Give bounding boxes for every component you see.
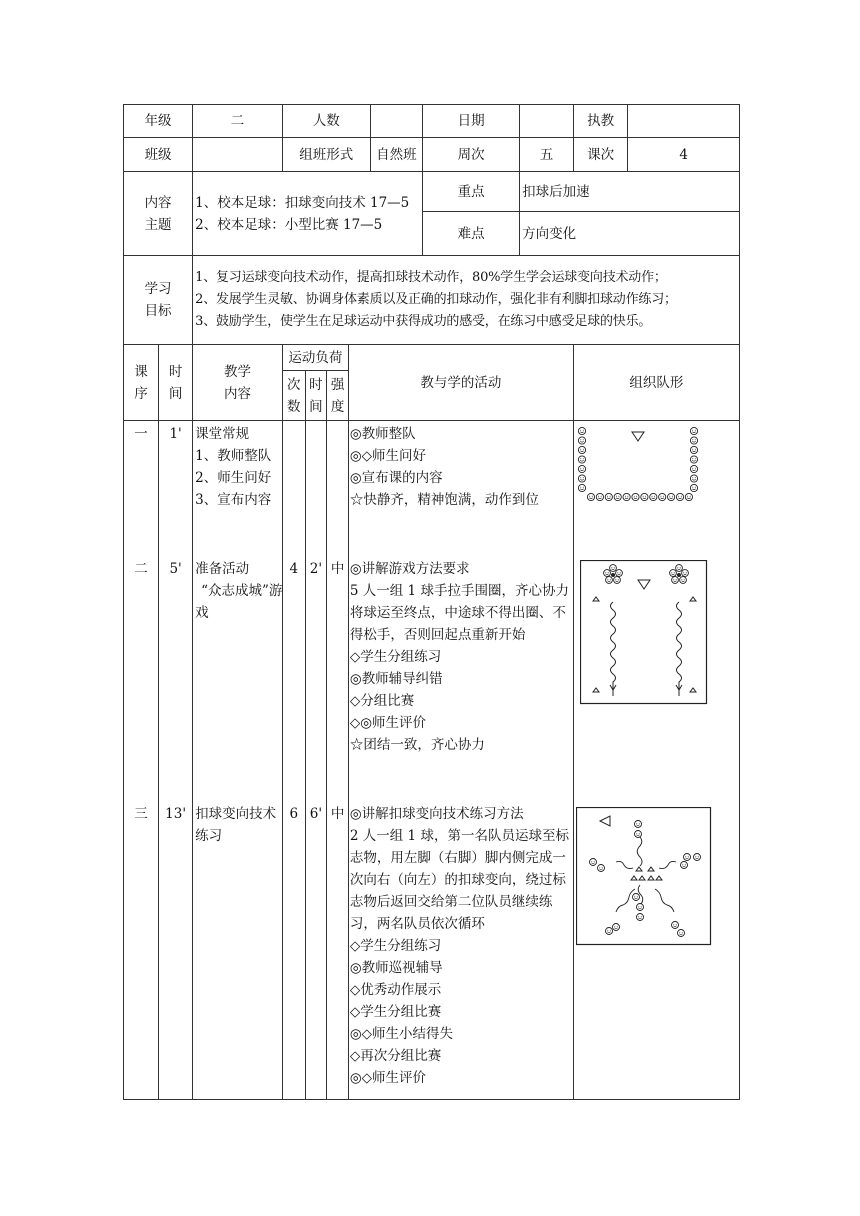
student-icon (605, 577, 612, 584)
student-icon (690, 465, 697, 472)
col-duration: 时 间 (305, 371, 327, 421)
student-icon (609, 565, 616, 572)
student-icon (685, 493, 692, 500)
student-icon (634, 831, 641, 838)
student-icon (671, 922, 678, 929)
row-duration: 6' (309, 806, 323, 822)
student-icon (623, 493, 630, 500)
student-icon (615, 570, 622, 577)
student-icon (636, 904, 643, 911)
formation-diagram-relay (580, 560, 708, 705)
teacher-triangle-icon (638, 580, 650, 589)
student-icon (597, 865, 604, 872)
class-value (193, 138, 283, 172)
week-value: 五 (520, 138, 574, 172)
week-label: 周次 (423, 138, 520, 172)
row-order: 一 (134, 426, 148, 442)
student-icon (649, 493, 656, 500)
goal-item: 2、发展学生灵敏、协调身体素质以及正确的扣球动作，强化非有利脚扣球动作练习； (195, 292, 677, 307)
grade-value: 二 (193, 105, 283, 138)
key-value: 扣球后加速 (520, 172, 740, 212)
student-icon (677, 930, 684, 937)
col-formation: 组织队形 (573, 345, 739, 421)
row-duration: 2' (309, 561, 323, 577)
teacher-value (628, 105, 740, 138)
student-icon (603, 570, 610, 577)
col-load: 运动负荷 (282, 345, 348, 371)
topic-items (193, 172, 423, 256)
row-intensity: 中 (330, 806, 345, 822)
student-icon (690, 475, 697, 482)
student-icon (680, 862, 687, 869)
teacher-triangle-icon (600, 816, 610, 826)
row-intensity: 中 (330, 561, 345, 577)
student-icon (596, 493, 603, 500)
lesson-plan-table (123, 104, 740, 1100)
dribble-path-lines (616, 837, 676, 912)
row-time: 13' (165, 806, 187, 822)
student-icon (578, 456, 585, 463)
header-row-2 (124, 138, 740, 172)
formation-cell (573, 421, 739, 1100)
col-order: 课 序 (124, 345, 159, 421)
goals-label: 学习 目标 (124, 256, 193, 345)
dribble-path-lines (610, 602, 682, 696)
student-icon (578, 446, 585, 453)
student-icon (641, 493, 648, 500)
student-icon (605, 928, 612, 935)
cone-icons (631, 867, 662, 880)
student-icon (690, 437, 697, 444)
row-time: 1' (169, 426, 182, 442)
count-label: 人数 (282, 105, 370, 138)
student-icon (690, 427, 697, 434)
student-icon (683, 854, 690, 861)
activity-cell (348, 421, 573, 1100)
student-icon (578, 427, 585, 434)
student-icon (669, 570, 676, 577)
student-icon (636, 914, 643, 921)
col-time: 时 间 (159, 345, 193, 421)
duration-cell (305, 421, 327, 1100)
student-icon (679, 577, 686, 584)
date-value (520, 105, 574, 138)
student-icon (676, 493, 683, 500)
difficulty-label: 难点 (423, 212, 520, 256)
row-order: 二 (134, 561, 148, 577)
lesson-label: 课次 (573, 138, 628, 172)
student-icon (632, 894, 639, 901)
order-cell (124, 421, 159, 1100)
row-order: 三 (134, 806, 148, 822)
col-times: 次 数 (282, 371, 305, 421)
column-header-row-1 (124, 345, 740, 371)
student-icon (690, 456, 697, 463)
student-icon (671, 577, 678, 584)
student-icon (693, 854, 700, 861)
student-icon (589, 859, 596, 866)
topic-label: 内容 主题 (124, 172, 193, 256)
goal-item: 3、鼓励学生，使学生在足球运动中获得成功的感受，在练习中感受足球的快乐。 (195, 314, 652, 329)
row-times: 6 (289, 806, 299, 822)
col-activity: 教与学的活动 (348, 345, 573, 421)
student-icon (690, 446, 697, 453)
student-icon (613, 577, 620, 584)
goal-item: 1、复习运球变向技术动作，提高扣球技术动作，80%学生学会运球变向技术动作； (195, 270, 667, 285)
count-value (370, 105, 423, 138)
student-icon (578, 475, 585, 482)
student-icon (605, 493, 612, 500)
topic-item: 2、校本足球：小型比赛 17—5 (195, 216, 383, 233)
student-icon (690, 484, 697, 491)
student-icon (681, 570, 688, 577)
student-smile-icons (589, 821, 700, 937)
goals-row (124, 256, 740, 345)
intensity-cell (327, 421, 349, 1100)
student-icon (578, 465, 585, 472)
row-activity: ◎教师整队 ◎◇师生问好 ◎宣布课的内容 ☆快静齐，精神饱满，动作到位 (349, 426, 539, 508)
goals-items (193, 256, 740, 345)
student-icon (578, 484, 585, 491)
row-activity: ◎讲解扣球变向技术练习方法 2 人一组 1 球，第一名队员运球至标 志物，用左脚（右脚）脚内侧完成一 次向右（向左）的扣球变向，绕过标 志物后返回交给第二位队员继续练 习，两名队员依次循环 ◇学生分组练习 ◎教师巡视辅导 ◇优秀动作展示 ◇学生分组比赛 ◎◇师生小结得失 ◇再次分组比赛 ◎◇师生评价 (349, 806, 569, 1086)
student-icon (658, 493, 665, 500)
date-label: 日期 (423, 105, 520, 138)
student-icon (578, 437, 585, 444)
class-label: 班级 (124, 138, 193, 172)
student-icon (587, 493, 594, 500)
col-content: 教学 内容 (193, 345, 283, 421)
row-content: 扣球变向技术 练习 (195, 806, 277, 844)
formation-diagram-star (576, 807, 712, 947)
difficulty-value: 方向变化 (520, 212, 740, 256)
formation-diagram-lineup (577, 425, 702, 505)
student-icon (612, 924, 619, 931)
header-row-1 (124, 105, 740, 138)
topic-row-1 (124, 172, 740, 212)
student-icon (667, 493, 674, 500)
lesson-body-row (124, 421, 740, 1100)
row-time: 5' (169, 561, 182, 577)
student-icon (634, 821, 641, 828)
student-smile-icons (578, 427, 697, 500)
row-activity: ◎讲解游戏方法要求 5 人一组 1 球手拉手围圈，齐心协力 将球运至终点，中途球不得出圈、不 得松手，否则回起点重新开始 ◇学生分组练习 ◎教师辅导纠错 ◇分组比赛 ◇◎师生评价 ☆团结一致，齐心协力 (349, 561, 569, 753)
row-times: 4 (289, 561, 299, 577)
content-cell (193, 421, 283, 1100)
teacher-label: 执教 (573, 105, 628, 138)
row-content: 课堂常规 1、教师整队 2、师生问好 3、宣布内容 (195, 426, 272, 508)
student-icon (614, 493, 621, 500)
grade-label: 年级 (124, 105, 193, 138)
times-cell (282, 421, 305, 1100)
col-intensity: 强 度 (327, 371, 349, 421)
student-icon (675, 565, 682, 572)
student-icon (632, 493, 639, 500)
lesson-plan (123, 104, 740, 1100)
student-group-icons (603, 565, 688, 584)
form-value: 自然班 (370, 138, 423, 172)
lesson-value: 4 (628, 138, 740, 172)
time-cell (159, 421, 193, 1100)
key-label: 重点 (423, 172, 520, 212)
topic-item: 1、校本足球：扣球变向技术 17—5 (195, 194, 410, 211)
teacher-triangle-icon (632, 432, 644, 441)
row-content: 准备活动 “众志成城”游 戏 (195, 561, 283, 621)
form-label: 组班形式 (282, 138, 370, 172)
